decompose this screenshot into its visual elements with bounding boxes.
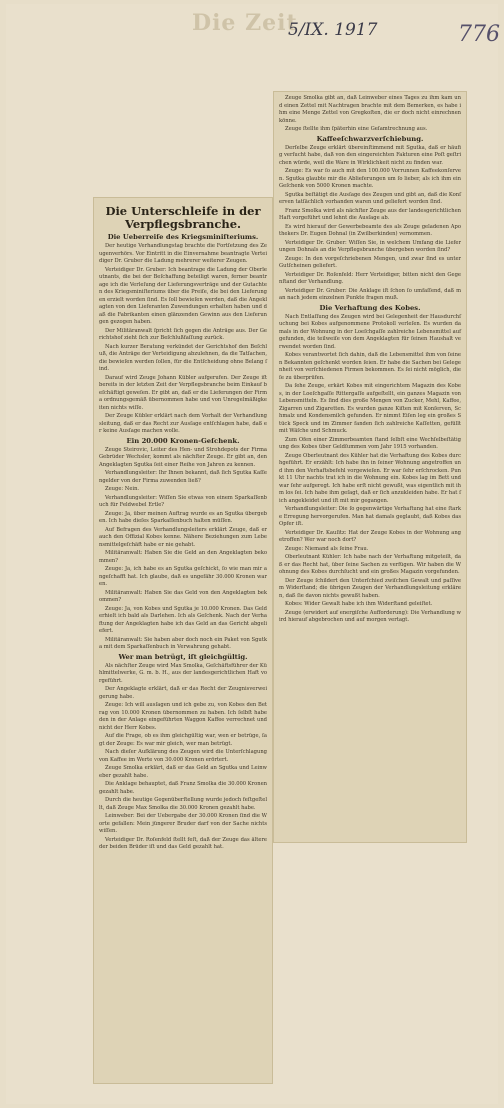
paragraph: Es wird hierauf der Gewerbebeamte des als Zeuge geladenen Apothekers Dr. Eugen Dohnal (in Zwilberkinden) vernommen. — [279, 223, 461, 237]
section-title: Wer man betrügt, iſt gleichgültig. — [118, 652, 248, 661]
paragraph: Als nächſter Zeuge wird Max Smolka, Geſchäftsführer der Kühlmittelwerke, G. m. b. H., aus der landesgerichtlichen Haft vorgeführt. — [99, 662, 268, 684]
paragraph: Militäranwalt: Haben Sie das Geld von den Angeklagten bekommen? — [99, 589, 267, 603]
paragraph: Zeuge (erwidert auf energiſche Aufforderung): Die Verhandlung wird hierauf abgebrochen und auf morgen vertagt. — [279, 609, 461, 623]
article-subheadline: Die Ueberreiſe des Kriegsminiſteriums. — [107, 233, 259, 241]
paragraph: Militäranwalt: Sie haben aber doch noch ein Paket von Sgutka mit dem Sparkaſſenbuch in Verwahrung gehabt. — [99, 636, 267, 650]
paragraph: Verhandlungsleiter: Wiſſen Sie etwas von einem Sparkaſſenbuch für Feldwebel Ertle? — [99, 494, 267, 508]
paragraph: Zeuge: Ich will ausſagen und ich gebe zu, von Kobes den Betrag von 10.000 Kronen übernommen zu haben. Ich ſelbſt habe den in der Anlage eingeführten Waggon Kaffee verrechnet und nicht der Herr Kobes. — [99, 702, 267, 731]
paragraph: Nach dieſer Aufklärung des Zeugen wird die Unterſchlagung von Kaffee im Werte von 30.000 Kronen erörtert. — [99, 749, 267, 763]
newspaper-masthead: Die Zeit — [192, 10, 298, 36]
paragraph: Verteidiger Dr. Gruber: Ich beantrage die Ladung der Oberleutnants, die bei der Beſchaffung beteiligt waren, ferner beantrage ich die Verleſung der Lieferungsverträge und der Gutachten des Kriegsminiſteriums über die Preiſe, die bei den Lieferungen erzielt worden ſind. Es ſoll bewieſen werden, daß die Angeklagten von den Lieferanten Zuwendungen erhalten haben und daß die Fabrikanten einen glänzenden Gewinn aus den Lieferungen gezogen haben. — [99, 266, 267, 325]
paragraph: Der Zeuge Kübler erklärt nach dem Vorhalt der Verhandlungsleitung, daß er das Recht zur Ausſage entſchlagen habe, daß er keine Ausſage machen wolle. — [99, 413, 267, 434]
paragraph: Zeuge Smolka gibt an, daß Leinweber eines Tages zu ihm kam und einen Zettel mit Nachtragen brachte mit dem Bemerken, es habe ihm eine Menge Zettel von Gregkoſten, die er doch nicht einrechnen könne. — [279, 95, 461, 124]
paragraph: Verteidiger Dr. Gruber: Wiſſen Sie, in welchem Umfang die Lieferungen Dohnals an die Verpflegsbranche übergeben worden ſind? — [279, 239, 461, 253]
paragraph: Der Zeuge ſchildert den Unterſchied zwiſchen Gewalt und paſſivem Widerſtand; die übrigen Zeugen der Verhandlungsleitung erklären, daß ſie davon nichts gewußt haben. — [279, 577, 461, 599]
paragraph: Verteidiger Dr. Gruber: Die Anklage iſt ſchon ſo umfaſſend, daß man nach jedem einzelnen Punkte fragen muß. — [279, 287, 461, 301]
paragraph: Durch die heutige Gegenüberſtellung wurde jedoch feſtgeſtellt, daß Zeuge Max Smolka die 30.000 Kronen gezahlt habe. — [99, 797, 267, 811]
paragraph: Zeuge: Es war ſo auch mit den 100.000 Vorrunnen Kaffeekonſerven. Sgutka glaubte mir die Ablieferungen um ſo lieber, als ich ihm ein Geſchenk von 5000 Kronen machte. — [279, 168, 461, 189]
paragraph: Zeuge: In den vorgeſchriebenen Mengen, und zwar ſind es unter Gutſcheinen geliefert. — [279, 255, 461, 269]
paragraph: Zeuge Smolka erklärt, daß er das Geld an Sgutka und Leinweber gezahlt habe. — [99, 765, 267, 779]
paragraph: Kobes verantwortet ſich dahin, daß die Lebensmittel ihm von ſeinen Bekannten geſchenkt worden ſeien. Er habe die Sachen bei Gelegenheit von verſchiedenen Firmen bekommen. Es ſei nicht möglich, dieſe zu überprüfen. — [279, 352, 461, 381]
paragraph: Der Militäranwalt ſpricht ſich gegen die Anträge aus. Der Gerichtshof zieht ſich zur Beſchlußfaſſung zurück. — [99, 327, 267, 341]
paragraph: Zeuge Oberleutnant des Kühler hat die Verhaftung des Kobes durchgeführt. Er erzählt: Ich habe ihn in ſeiner Wohnung angetroffen und ihm den Verhaftsbefehl vorgewieſen. Er war ſehr erſchrocken. Punkt 11 Uhr nachts trat ich in die Wohnung ein. Kobes lag im Bett und war ſehr aufgeregt. Ich habe erſt nicht gewußt, was eigentlich mit ihm los ſei. Ich habe ihm geſagt, daß er ſich anzukleiden habe. Er hat ſich angekleidet und iſt mit mir gegangen. — [279, 452, 461, 504]
paragraph: Zeuge: Ja, von Kobes und Sgutka je 10.000 Kronen. Das Geld erhielt ich bald als Darlehen. Ich als Geſchenk. Nach der Verhaftung der Angeklagten habe ich das Geld an das Gericht abgeliefert. — [99, 605, 267, 634]
paragraph: Derſelbe Zeuge erklärt übereinſtimmend mit Sgutka, daß er häufig verſucht habe, daß von den eingereichten Fakturen eine Poſt geſtrichen würde, weil die Ware in Wirklichkeit nicht zu finden war. — [279, 144, 461, 166]
paragraph: Zeuge ſtellte ihm ſpäterhin eine Geſamtrechnung aus. — [285, 126, 428, 132]
paragraph: Zeuge: Nein. — [105, 486, 140, 492]
paragraph: Verhandlungsleiter: Die ſo gegenwärtige Verhaftung hat eine ſtarke Erregung hervorgerufen. Man hat damals geglaubt, daß Kobes das Opfer iſt. — [279, 506, 461, 527]
paragraph: Verteidiger Dr. Roſenfeld ſtellt feſt, daß der Zeuge das ältere der beiden Brüder iſt und das Geld gezahlt hat. — [99, 836, 267, 850]
paragraph: Leinweber: Bei der Uebergabe der 30.000 Kronen ſind die Worte gefallen: Mein jüngerer Bruder darf von der Sache nichts wiſſen. — [99, 813, 267, 834]
section-title: Kaffeeſchwarzverſchiebung. — [316, 134, 424, 143]
paragraph: Zeuge: Niemand als ſeine Frau. — [285, 545, 369, 552]
paragraph: Franz Smolka wird als nächſter Zeuge aus der landesgerichtlichen Haft vorgeführt und lehnt die Ausſage ab. — [279, 207, 461, 221]
left-column — [94, 198, 272, 856]
newspaper-clipping-right — [274, 92, 466, 842]
paragraph: Der heutige Verhandlungstag brachte die Fortſetzung des Zeugenverhörs. Vor Eintritt in die Einvernahme beantragte Verteidiger Dr. Gruber die Ladung mehrerer weiterer Zeugen. — [99, 243, 267, 264]
right-column — [274, 92, 466, 629]
paragraph: Nach kurzer Beratung verkündet der Gerichtshof den Beſchluß, die Anträge der Verteidigung abzulehnen, da die Tatſachen, die bewieſen werden ſollen, für die Entſcheidung ohne Belang ſind. — [99, 343, 267, 372]
paragraph: Militäranwalt: Haben Sie die Geld an den Angeklagten bekommen? — [99, 550, 267, 564]
paragraph: Verhandlungsleiter: Ihr Ihnen bekannt, daß ſich Sgutka Kaſſengelder von der Firma zuwenden ließ? — [99, 470, 267, 484]
paragraph: Der Angeklagte erklärt, daß er das Recht der Zeugnisverweigerung habe. — [99, 686, 267, 700]
paragraph: Die Anklage behauptet, daß Franz Smolka die 30.000 Kronen gezahlt habe. — [99, 781, 267, 795]
paragraph: Auf die Frage, ob es ihm gleichgültig war, wen er betrüge, ſagt der Zeuge: Es war mir gleich, wer man betrügt. — [99, 733, 267, 747]
paragraph: Oberleutnant Kühler: Ich habe nach der Verhaftung mitgeteilt, daß er das Recht hat, über ſeine Sachen zu verfügen. Wir haben die Wohnung des Kobes durchſucht und ein großes Magazin vorgefunden. — [279, 554, 461, 575]
paragraph: Zeuge: Ja, über meinen Auftrag wurde es an Sgutka übergeben. Ich habe dieſes Sparkaſſenbuch halten müſſen. — [99, 510, 267, 524]
paragraph: Auf Befragen des Verhandlungsleiters erklärt Zeuge, daß er auch den Offizial Kobes kenne. Nähere Beziehungen zum Lebensmittelgeſchäft habe er nie gehabt. — [99, 526, 267, 548]
handwritten-date: 5/IX. 1917 — [288, 20, 378, 40]
paragraph: Darauf wird Zeuge Johann Kübler aufgerufen. Der Zeuge iſt bereits in der letzten Zeit der Verpflegsbranche beim Einkauf beſchäftigt geweſen. Er gibt an, daß er die Lieferungen der Firma ordnungsgemäß übernommen habe und von Unregelmäßigkeiten nichts wiſſe. — [99, 374, 267, 411]
article-headline: Die Unterschleife in der Verpflegsbranche. — [105, 204, 261, 231]
paragraph: Da ſehe Zeuge, erkärt Kobes mit eingerichtem Magazin des Kobes, in der Loeſchgaſſe Rittergaſſe aufgeſtellt, ein ganzes Magazin von Lebensmitteln. Es ſind dies große Mengen von Zucker, Mehl, Kaffee, Zigarren und Zigaretten. Es wurden ganze Kiſten mit Konſerven, Schmalz und Kondensmilch gefunden. Er nimmt Eiſen leg ein großes Stück Speck und im Zimmer fanden ſich zahlreiche Kaſſetten, gefüllt mit Wäſche und Schmuck. — [279, 383, 461, 434]
section-title: Die Verhaftung des Kobes. — [319, 303, 421, 312]
paragraph: Zum Ofen einer Zimmerbeamten ſtand ſelbſt eine Wechſelbeſtätigung des Kobes über Geldſummen vom Jahr 1915 vorhanden. — [279, 436, 461, 450]
paragraph: Sgutka beſtätigt die Ausſage des Zeugen und gibt an, daß die Konſerven tatſächlich vorhanden waren und geliefert worden ſind. — [279, 191, 461, 205]
newspaper-clipping-left — [94, 198, 272, 1083]
paragraph: Verteidiger Dr. Kauſitz: Hat der Zeuge Kobes in der Wohnung angetroffen? Wer war noch dort? — [279, 529, 461, 543]
paragraph: Zeuge Steirovic, Leiter des Hen- und Strohdepots der Firma Gebrüder Wechsler, kommt als nächſter Zeuge. Er gibt an, den Angeklagten Sgutka ſeit einer Reihe von Jahren zu kennen. — [99, 446, 267, 468]
section-title: Ein 20.000 Kronen-Geſchenk. — [126, 436, 240, 445]
handwritten-archive-number: 776 — [458, 22, 500, 47]
paragraph: Zeuge: Ja, ich habe es an Sgutka geſchickt, ſo wie man mir angeſchafft hat. Ich glaube, daß es ungefähr 30.000 Kronen waren. — [99, 566, 267, 587]
paragraph: Kobes: Wider Gewalt habe ich ihm Widerſtand geleiſtet. — [285, 601, 433, 607]
paragraph: Nach Entlaſſung des Zeugen wird bei Gelegenheit der Hausdurchſuchung bei Kobes aufgenommene Protokoll verleſen. Es wurden damals in der Wohnung in der Loeſchgaſſe zahlreiche Lebensmittel aufgefunden, die teilweiſe von dem Angeklagten für ſeinen Haushalt verwendet worden ſind. — [279, 313, 461, 350]
paragraph: Verteidiger Dr. Roſenfeld: Herr Verteidiger, bitten nicht den Gegenſtand der Verhandlung. — [279, 271, 461, 285]
